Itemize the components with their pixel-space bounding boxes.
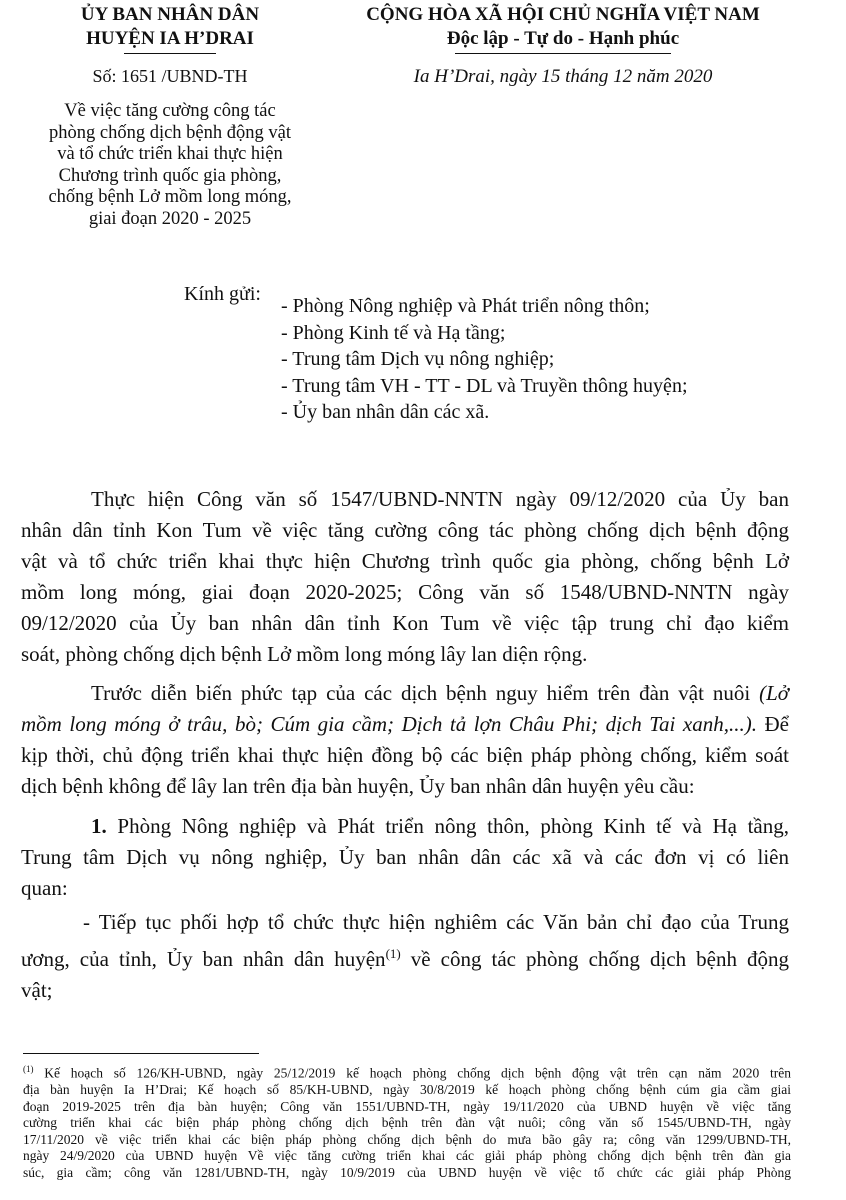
document-number: Số: 1651 /UBND-TH: [92, 66, 248, 86]
org-underline: [124, 53, 216, 54]
subject-line: phòng chống dịch bệnh động vật: [49, 122, 291, 143]
subject-line: giai đoạn 2020 - 2025: [88, 208, 252, 229]
recipient-item: - Ủy ban nhân dân các xã.: [281, 401, 490, 423]
paragraph-line: dịch bệnh không để lây lan trên địa bàn huyện, Ủy ban nhân dân huyện yêu cầu:: [21, 774, 695, 798]
nation-title: CỘNG HÒA XÃ HỘI CHỦ NGHĨA VIỆT NAM: [366, 4, 760, 25]
bullet-text: ương, của tỉnh, Ủy ban nhân dân huyện: [21, 947, 386, 971]
item-line: [21, 811, 789, 842]
item-1: [21, 811, 789, 904]
org-name-line1: ỦY BAN NHÂN DÂN: [80, 4, 260, 25]
item-line: Trung tâm Dịch vụ nông nghiệp, Ủy ban nhân dân các xã và các đơn vị có liên: [21, 845, 789, 869]
paragraph-line: soát, phòng chống dịch bệnh Lở mồm long móng lây lan diện rộng.: [21, 642, 588, 666]
footnote-line: [23, 1061, 791, 1082]
org-name-line2: HUYỆN IA H’DRAI: [86, 28, 254, 49]
footnote-line: cường triển khai các biện pháp phòng chống dịch bệnh trên đàn vật nuôi; công văn số 1545/UBND-TH, ngày: [23, 1115, 791, 1130]
bullet-text: về công tác phòng chống dịch bệnh động: [410, 947, 790, 971]
text-italic: (Lở: [759, 681, 789, 705]
footnote-line: súc, gia cầm; công văn 1281/UBND-TH, ngày 10/9/2019 của UBND huyện về việc tổ chức các giải pháp Phòng: [23, 1164, 791, 1180]
recipient-item: - Trung tâm VH - TT - DL và Truyền thông huyện;: [281, 374, 688, 397]
recipients-label: Kính gửi:: [184, 283, 261, 305]
subject-line: Về việc tăng cường công tác: [64, 101, 276, 121]
paragraph-line: Thực hiện Công văn số 1547/UBND-NNTN ngày 09/12/2020 của Ủy ban: [91, 487, 789, 511]
paragraph-line: 09/12/2020 của Ủy ban nhân dân tỉnh Kon Tum về việc tập trung chỉ đạo kiểm: [21, 611, 789, 635]
footnote-reference[interactable]: (1): [385, 946, 401, 961]
paragraph-implementation: [21, 484, 789, 670]
item-number: 1.: [91, 814, 107, 838]
text-italic: mồm long móng ở trâu, bò; Cúm gia cầm; Dịch tả lợn Châu Phi; dịch Tai xanh,...).: [21, 712, 757, 736]
bullet-line: vật;: [21, 978, 53, 1002]
text-normal: Trước diễn biến phức tạp của các dịch bệnh nguy hiểm trên đàn vật nuôi: [91, 681, 751, 705]
bullet-line: [21, 938, 789, 975]
item-line: quan:: [21, 876, 68, 900]
text-normal: Để: [764, 712, 790, 736]
footnote-text: Kế hoạch số 126/KH-UBND, ngày 25/12/2019 kế hoạch phòng chống dịch bệnh động vật trên cạn năm 2020 trên: [44, 1065, 791, 1081]
paragraph-line: kịp thời, chủ động triển khai thực hiện đồng bộ các biện pháp phòng chống, kiểm soát: [21, 743, 789, 767]
paragraph-line: vật và tổ chức triển khai thực hiện Chương trình quốc gia phòng, chống bệnh Lở: [21, 549, 789, 573]
bullet-item: [21, 907, 789, 1006]
footnote-line: 17/11/2020 về việc triển khai các biện pháp phòng chống dịch bệnh do mưa bão gây ra; công văn 1299/UBND-TH,: [23, 1131, 791, 1147]
bullet-line: - Tiếp tục phối hợp tổ chức thực hiện nghiêm các Văn bản chỉ đạo của Trung: [83, 910, 789, 934]
footnote-separator: [23, 1053, 259, 1054]
document-subject: [20, 101, 320, 230]
footnote-marker: (1): [23, 1064, 34, 1074]
subject-line: và tổ chức triển khai thực hiện: [57, 144, 283, 164]
paragraph-line: [21, 678, 789, 709]
place-date: Ia H’Drai, ngày 15 tháng 12 năm 2020: [413, 66, 713, 87]
issuing-org-header: [50, 3, 290, 51]
subject-line: chống bệnh Lở mồm long móng,: [48, 187, 292, 207]
paragraph-line: [21, 709, 789, 740]
footnote-line: đoạn 2019-2025 trên địa bàn huyện; Công văn 1551/UBND-TH, ngày 19/11/2020 của UBND huyện về việc tăng: [23, 1098, 791, 1114]
footnote-line: ngày 24/9/2020 của UBND huyện Về việc tăng cường triển khai các giải pháp phòng chống dịch bệnh trên đàn gia: [23, 1148, 791, 1163]
recipients-list: [281, 293, 688, 426]
paragraph-context: [21, 678, 789, 802]
nation-motto: Độc lập - Tự do - Hạnh phúc: [446, 28, 680, 49]
national-header: [318, 3, 808, 51]
recipient-item: - Trung tâm Dịch vụ nông nghiệp;: [281, 348, 555, 370]
item-text: Phòng Nông nghiệp và Phát triển nông thôn, phòng Kinh tế và Hạ tầng,: [117, 814, 789, 838]
paragraph-line: nhân dân tỉnh Kon Tum về việc tăng cường công tác phòng chống dịch bệnh động: [21, 518, 789, 542]
motto-underline: [455, 53, 671, 54]
recipient-item: - Phòng Nông nghiệp và Phát triển nông thôn;: [281, 295, 650, 317]
subject-line: Chương trình quốc gia phòng,: [58, 165, 282, 186]
footnote: [23, 1061, 791, 1181]
footnote-line: địa bàn huyện Ia H’Drai; Kế hoạch số 85/KH-UBND, ngày 30/8/2019 kế hoạch phòng chống bệnh cúm gia cầm giai: [23, 1082, 791, 1097]
paragraph-line: mồm long móng, giai đoạn 2020-2025; Công văn số 1548/UBND-NNTN ngày: [21, 580, 789, 604]
recipient-item: - Phòng Kinh tế và Hạ tầng;: [281, 321, 506, 344]
